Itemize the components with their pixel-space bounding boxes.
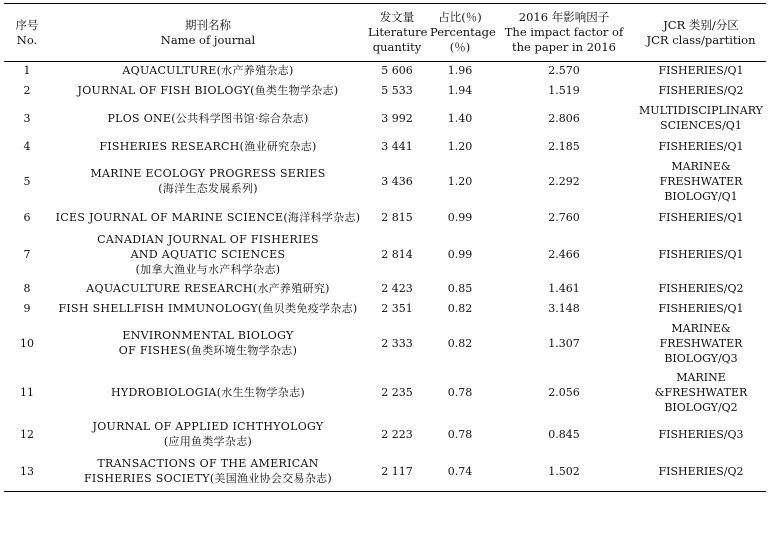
cell-journal-name [50, 80, 366, 101]
cell-jcr [636, 368, 766, 417]
cell-quantity: 2 333 [381, 336, 413, 350]
cell-jcr [636, 230, 766, 279]
cell-journal-name [50, 62, 366, 80]
cell-impact-factor: 0.845 [548, 427, 580, 441]
cell-percentage: 0.82 [447, 302, 473, 315]
cell-quantity: 3 992 [381, 111, 413, 125]
cell-journal-name [50, 299, 366, 319]
cell-jcr-line: MULTIDISCIPLINARY [639, 104, 763, 117]
cell-impact-factor: 1.502 [492, 452, 636, 492]
header-row [4, 4, 766, 62]
cell-jcr-line: FISHERIES/Q2 [658, 464, 744, 478]
cell-journal-name-line: TRANSACTIONS OF THE AMERICAN [97, 457, 319, 471]
header-no-cn: 序号 [15, 17, 39, 32]
cell-percentage: 0.99 [447, 247, 473, 261]
cell-jcr [636, 62, 766, 80]
cell-impact-factor: 2.466 [548, 247, 580, 261]
cell-jcr-line: MARINE& [671, 159, 731, 173]
cell-percentage: 0.78 [447, 385, 473, 399]
cell-no: 13 [4, 452, 50, 492]
table-row [4, 136, 766, 157]
header-impact-factor [492, 4, 636, 62]
header-journal-name-en: Name of journal [160, 32, 256, 47]
cell-jcr-line: FISHERIES/Q3 [658, 427, 744, 441]
table-row [4, 157, 766, 206]
cell-no: 7 [23, 247, 31, 261]
cell-no: 3 [23, 111, 31, 125]
cell-quantity: 3 436 [381, 174, 413, 188]
cell-journal-name [50, 368, 366, 417]
header-quantity-en: Literature quantity [368, 25, 428, 54]
cell-quantity: 5 533 [381, 83, 413, 97]
cell-jcr-line: FISHERIES/Q1 [658, 64, 744, 78]
cell-journal-name [50, 206, 366, 230]
cell-no: 4 [23, 139, 31, 153]
table-row [4, 319, 766, 368]
cell-jcr-line: FISHERIES/Q1 [658, 211, 744, 224]
cell-jcr-line: BIOLOGY/Q1 [664, 189, 738, 203]
cell-journal-name-line: ICES JOURNAL OF MARINE SCIENCE(海洋科学杂志) [55, 211, 361, 224]
header-quantity-cn: 发文量 [379, 10, 415, 24]
cell-journal-name [50, 319, 366, 368]
cell-jcr [636, 206, 766, 230]
table-row [4, 299, 766, 319]
cell-jcr [636, 157, 766, 206]
cell-quantity: 2 223 [381, 427, 413, 441]
cell-impact-factor: 2.056 [548, 385, 580, 399]
cell-quantity: 2 351 [381, 302, 413, 315]
table-row [4, 452, 766, 492]
cell-journal-name-line: CANADIAN JOURNAL OF FISHERIES [97, 232, 319, 246]
journal-table [4, 3, 766, 492]
cell-impact-factor: 1.519 [548, 83, 580, 97]
cell-percentage: 1.20 [447, 174, 473, 188]
cell-no: 9 [23, 302, 31, 315]
cell-no: 6 [23, 211, 31, 224]
cell-percentage: 0.99 [447, 211, 473, 224]
cell-impact-factor: 2.760 [548, 211, 580, 224]
cell-jcr-line: SCIENCES/Q1 [660, 119, 742, 132]
cell-percentage: 0.82 [447, 336, 473, 350]
cell-journal-name-line: AND AQUATIC SCIENCES [130, 247, 286, 261]
cell-journal-name-line: FISH SHELLFISH IMMUNOLOGY(鱼贝类免疫学杂志) [58, 302, 358, 315]
cell-percentage: 1.40 [447, 111, 473, 125]
header-jcr-en: JCR class/partition [646, 32, 756, 47]
cell-journal-name-line: MARINE ECOLOGY PROGRESS SERIES [90, 167, 326, 180]
cell-jcr-line: FRESHWATER [659, 174, 743, 188]
cell-journal-name [50, 417, 366, 452]
table-row [4, 417, 766, 452]
cell-quantity: 2 423 [381, 282, 413, 295]
header-percentage [428, 4, 496, 62]
cell-impact-factor: 2.806 [548, 111, 580, 125]
table-body [4, 62, 766, 492]
cell-journal-name-line: FISHERIES RESEARCH(渔业研究杂志) [99, 139, 317, 153]
cell-quantity: 2 117 [366, 452, 428, 492]
cell-journal-name-line: PLOS ONE(公共科学图书馆·综合杂志) [107, 111, 309, 125]
cell-jcr [636, 417, 766, 452]
cell-jcr [636, 80, 766, 101]
header-impact-factor-cn: 2016 年影响因子 [518, 10, 610, 24]
cell-impact-factor: 2.292 [548, 174, 580, 188]
header-journal-name-cn: 期刊名称 [185, 17, 231, 32]
table-row [4, 101, 766, 136]
cell-impact-factor: 2.185 [548, 139, 580, 153]
table-row [4, 230, 766, 279]
cell-quantity: 3 441 [381, 139, 413, 153]
cell-no: 10 [20, 336, 34, 350]
cell-jcr [636, 452, 766, 492]
table-row [4, 206, 766, 230]
cell-journal-name-line: (加拿大渔业与水产科学杂志) [135, 262, 281, 276]
header-jcr [636, 4, 766, 62]
cell-no: 8 [23, 282, 31, 295]
table-row [4, 279, 766, 299]
header-impact-factor-en: The impact factor of the paper in 2016 [504, 25, 624, 54]
table-row [4, 62, 766, 80]
cell-journal-name-line: (应用鱼类学杂志) [163, 435, 253, 448]
cell-jcr [636, 136, 766, 157]
cell-jcr [636, 299, 766, 319]
cell-impact-factor: 3.148 [548, 302, 580, 315]
cell-jcr-line: BIOLOGY/Q3 [664, 351, 738, 365]
cell-jcr-line: FRESHWATER [659, 336, 743, 350]
cell-jcr [636, 279, 766, 299]
cell-impact-factor: 1.307 [548, 336, 580, 350]
cell-journal-name-line: AQUACULTURE RESEARCH(水产养殖研究) [86, 282, 330, 295]
cell-no: 5 [23, 174, 31, 188]
cell-journal-name-line: (海洋生态发展系列) [158, 182, 258, 195]
cell-journal-name [50, 136, 366, 157]
cell-journal-name [50, 452, 366, 492]
cell-jcr [636, 319, 766, 368]
cell-jcr-line: &FRESHWATER [654, 385, 748, 399]
cell-quantity: 2 235 [381, 385, 413, 399]
cell-jcr-line: BIOLOGY/Q2 [664, 400, 738, 414]
cell-impact-factor: 2.570 [548, 64, 580, 78]
cell-journal-name [50, 230, 366, 279]
table-row [4, 368, 766, 417]
cell-journal-name-line: ENVIRONMENTAL BIOLOGY [122, 329, 294, 342]
cell-journal-name-line: AQUACULTURE(水产养殖杂志) [122, 64, 294, 78]
cell-jcr-line: FISHERIES/Q1 [658, 247, 744, 261]
cell-percentage: 0.78 [447, 427, 473, 441]
header-quantity [366, 4, 428, 62]
table-header [4, 4, 766, 62]
cell-journal-name-line: JOURNAL OF FISH BIOLOGY(鱼类生物学杂志) [77, 83, 339, 97]
table-row [4, 80, 766, 101]
cell-journal-name [50, 101, 366, 136]
cell-quantity: 2 815 [381, 211, 413, 224]
header-percentage-cn: 占比(％) [438, 10, 482, 24]
cell-jcr-line: MARINE& [671, 321, 731, 335]
cell-journal-name-line: OF FISHES(鱼类环境生物学杂志) [118, 344, 298, 357]
cell-percentage: 1.96 [447, 64, 473, 78]
cell-jcr-line: FISHERIES/Q1 [658, 139, 744, 153]
cell-journal-name [50, 157, 366, 206]
cell-no: 11 [20, 385, 34, 399]
header-jcr-cn: JCR 类别/分区 [663, 17, 739, 32]
cell-jcr-line: MARINE [676, 370, 726, 384]
cell-quantity: 5 606 [381, 64, 413, 78]
cell-jcr-line: FISHERIES/Q1 [658, 302, 744, 315]
cell-percentage: 0.74 [428, 452, 492, 492]
cell-journal-name-line: FISHERIES SOCIETY(美国渔业协会交易杂志) [83, 472, 333, 486]
cell-percentage: 1.94 [447, 83, 473, 97]
header-no [4, 4, 50, 62]
cell-journal-name-line: HYDROBIOLOGIA(水生生物学杂志) [110, 385, 305, 399]
header-no-en: No. [16, 32, 38, 47]
cell-jcr [636, 101, 766, 136]
cell-quantity: 2 814 [381, 247, 413, 261]
cell-no: 12 [20, 427, 34, 441]
header-journal-name [50, 4, 366, 62]
cell-journal-name-line: JOURNAL OF APPLIED ICHTHYOLOGY [92, 420, 324, 433]
header-percentage-en: Percentage (％) [430, 25, 496, 54]
cell-no: 1 [23, 64, 31, 78]
cell-journal-name [50, 279, 366, 299]
cell-percentage: 0.85 [447, 282, 473, 295]
cell-percentage: 1.20 [447, 139, 473, 153]
cell-no: 2 [23, 83, 31, 97]
cell-jcr-line: FISHERIES/Q2 [658, 282, 744, 295]
cell-impact-factor: 1.461 [548, 282, 580, 295]
cell-jcr-line: FISHERIES/Q2 [658, 83, 744, 97]
